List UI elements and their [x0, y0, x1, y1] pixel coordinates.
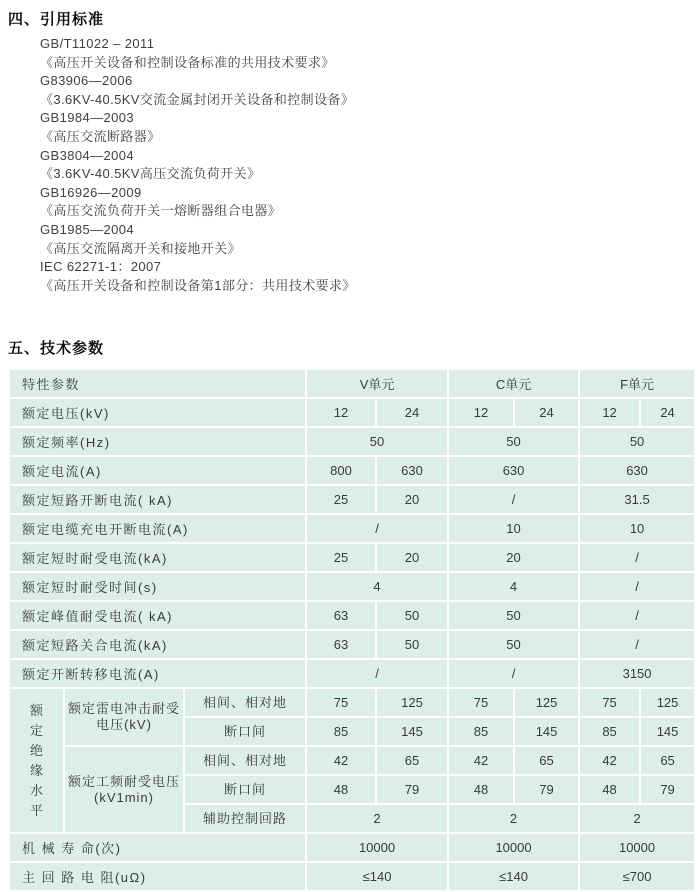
- row-label: 额定短路关合电流(kA): [9, 630, 306, 659]
- value-cell: 85: [579, 717, 640, 746]
- table-row: [9, 485, 695, 514]
- value-cell: 10000: [448, 833, 579, 862]
- value-cell: 63: [306, 630, 376, 659]
- row-label: 额定短时耐受时间(s): [9, 572, 306, 601]
- table-row: [9, 514, 695, 543]
- section-heading-parameters: 五、技术参数: [8, 340, 105, 358]
- value-cell: 4: [448, 572, 579, 601]
- value-cell: 85: [448, 717, 514, 746]
- table-row: [9, 630, 695, 659]
- value-cell: 10000: [579, 833, 695, 862]
- value-cell: 2: [579, 804, 695, 833]
- value-cell: 79: [514, 775, 579, 804]
- table-row: [9, 862, 695, 891]
- value-cell: 48: [448, 775, 514, 804]
- parameters-table: [8, 368, 696, 892]
- insulation-row-label: 断口间: [184, 717, 306, 746]
- table-row: [9, 572, 695, 601]
- value-cell: 800: [306, 456, 376, 485]
- value-cell: 63: [306, 601, 376, 630]
- table-row: [9, 833, 695, 862]
- value-cell: 12: [579, 398, 640, 427]
- value-cell: 65: [640, 746, 695, 775]
- value-cell: 65: [514, 746, 579, 775]
- column-header-unit: C单元: [448, 369, 579, 398]
- value-cell: 42: [579, 746, 640, 775]
- table-row: [9, 688, 695, 717]
- value-cell: 4: [306, 572, 448, 601]
- value-cell: 20: [448, 543, 579, 572]
- reference-item: 《高压交流断路器》: [40, 128, 161, 144]
- value-cell: 48: [306, 775, 376, 804]
- value-cell: 3150: [579, 659, 695, 688]
- column-header-param: 特性参数: [9, 369, 306, 398]
- value-cell: 125: [514, 688, 579, 717]
- value-cell: /: [448, 485, 579, 514]
- insulation-group-cell: [9, 688, 64, 833]
- insulation-subgroup-label: 额定工频耐受电压(kV1min): [64, 746, 184, 833]
- value-cell: /: [579, 572, 695, 601]
- row-label: 主 回 路 电 阻(uΩ): [9, 862, 306, 891]
- table-row: [9, 543, 695, 572]
- section-heading-references: 四、引用标准: [8, 11, 105, 28]
- reference-item: GB1985—2004: [40, 221, 135, 237]
- value-cell: 630: [448, 456, 579, 485]
- column-header-unit: F单元: [579, 369, 695, 398]
- parameters-table-body: [9, 369, 695, 891]
- value-cell: 75: [306, 688, 376, 717]
- value-cell: 50: [306, 427, 448, 456]
- value-cell: 31.5: [579, 485, 695, 514]
- value-cell: 75: [579, 688, 640, 717]
- row-label: 额定峰值耐受电流( kA): [9, 601, 306, 630]
- reference-item: GB16926—2009: [40, 184, 142, 200]
- value-cell: /: [448, 659, 579, 688]
- column-header-unit: V单元: [306, 369, 448, 398]
- reference-item: IEC 62271-1：2007: [40, 259, 162, 275]
- value-cell: 10: [579, 514, 695, 543]
- row-label: 额定开断转移电流(A): [9, 659, 306, 688]
- value-cell: 79: [640, 775, 695, 804]
- table-row: [9, 746, 695, 775]
- insulation-row-label: 辅助控制回路: [184, 804, 306, 833]
- value-cell: 50: [376, 601, 448, 630]
- value-cell: 65: [376, 746, 448, 775]
- value-cell: ≤140: [448, 862, 579, 891]
- value-cell: 145: [514, 717, 579, 746]
- value-cell: 12: [306, 398, 376, 427]
- reference-item: 《高压开关设备和控制设备第1部分：共用技术要求》: [40, 277, 356, 293]
- reference-item: GB1984—2003: [40, 110, 135, 126]
- reference-item: 《高压开关设备和控制设备标准的共用技术要求》: [40, 54, 335, 70]
- row-label: 额定电流(A): [9, 456, 306, 485]
- value-cell: 50: [376, 630, 448, 659]
- value-cell: /: [306, 514, 448, 543]
- value-cell: 20: [376, 543, 448, 572]
- value-cell: 25: [306, 543, 376, 572]
- value-cell: 50: [579, 427, 695, 456]
- table-row: [9, 398, 695, 427]
- value-cell: 2: [306, 804, 448, 833]
- value-cell: 12: [448, 398, 514, 427]
- value-cell: 42: [306, 746, 376, 775]
- value-cell: 630: [579, 456, 695, 485]
- value-cell: 25: [306, 485, 376, 514]
- reference-item: 《高压交流负荷开关一熔断器组合电器》: [40, 203, 282, 219]
- value-cell: ≤140: [306, 862, 448, 891]
- table-row: [9, 659, 695, 688]
- value-cell: 75: [448, 688, 514, 717]
- row-label: 额定电压(kV): [9, 398, 306, 427]
- row-label: 额定频率(Hz): [9, 427, 306, 456]
- insulation-subgroup-label: 额定雷电冲击耐受电压(kV): [64, 688, 184, 746]
- value-cell: /: [579, 630, 695, 659]
- insulation-row-label: 相间、相对地: [184, 746, 306, 775]
- table-row: [9, 601, 695, 630]
- value-cell: 145: [640, 717, 695, 746]
- value-cell: 630: [376, 456, 448, 485]
- value-cell: /: [579, 601, 695, 630]
- value-cell: 24: [514, 398, 579, 427]
- reference-item: 《高压交流隔离开关和接地开关》: [40, 240, 242, 256]
- value-cell: 42: [448, 746, 514, 775]
- reference-item: 《3.6KV-40.5KV交流金属封闭开关设备和控制设备》: [40, 91, 355, 107]
- insulation-row-label: 断口间: [184, 775, 306, 804]
- value-cell: 24: [640, 398, 695, 427]
- value-cell: 10: [448, 514, 579, 543]
- value-cell: ≤700: [579, 862, 695, 891]
- table-row: [9, 369, 695, 398]
- value-cell: 10000: [306, 833, 448, 862]
- insulation-row-label: 相间、相对地: [184, 688, 306, 717]
- row-label: 机 械 寿 命(次): [9, 833, 306, 862]
- value-cell: 125: [376, 688, 448, 717]
- reference-item: G83906—2006: [40, 73, 133, 89]
- row-label: 额定短时耐受电流(kA): [9, 543, 306, 572]
- value-cell: 50: [448, 427, 579, 456]
- reference-item: GB/T11022 – 2011: [40, 36, 155, 51]
- row-label: 额定电缆充电开断电流(A): [9, 514, 306, 543]
- value-cell: 20: [376, 485, 448, 514]
- value-cell: /: [306, 659, 448, 688]
- reference-item: 《3.6KV-40.5KV高压交流负荷开关》: [40, 166, 261, 182]
- value-cell: 85: [306, 717, 376, 746]
- value-cell: 145: [376, 717, 448, 746]
- value-cell: 50: [448, 601, 579, 630]
- value-cell: 24: [376, 398, 448, 427]
- value-cell: 2: [448, 804, 579, 833]
- value-cell: 50: [448, 630, 579, 659]
- value-cell: 48: [579, 775, 640, 804]
- insulation-group-label: 额定绝缘水平: [29, 702, 43, 818]
- reference-list: [40, 35, 692, 295]
- value-cell: /: [579, 543, 695, 572]
- value-cell: 125: [640, 688, 695, 717]
- table-row: [9, 456, 695, 485]
- reference-item: GB3804—2004: [40, 147, 135, 163]
- value-cell: 79: [376, 775, 448, 804]
- row-label: 额定短路开断电流( kA): [9, 485, 306, 514]
- table-row: [9, 427, 695, 456]
